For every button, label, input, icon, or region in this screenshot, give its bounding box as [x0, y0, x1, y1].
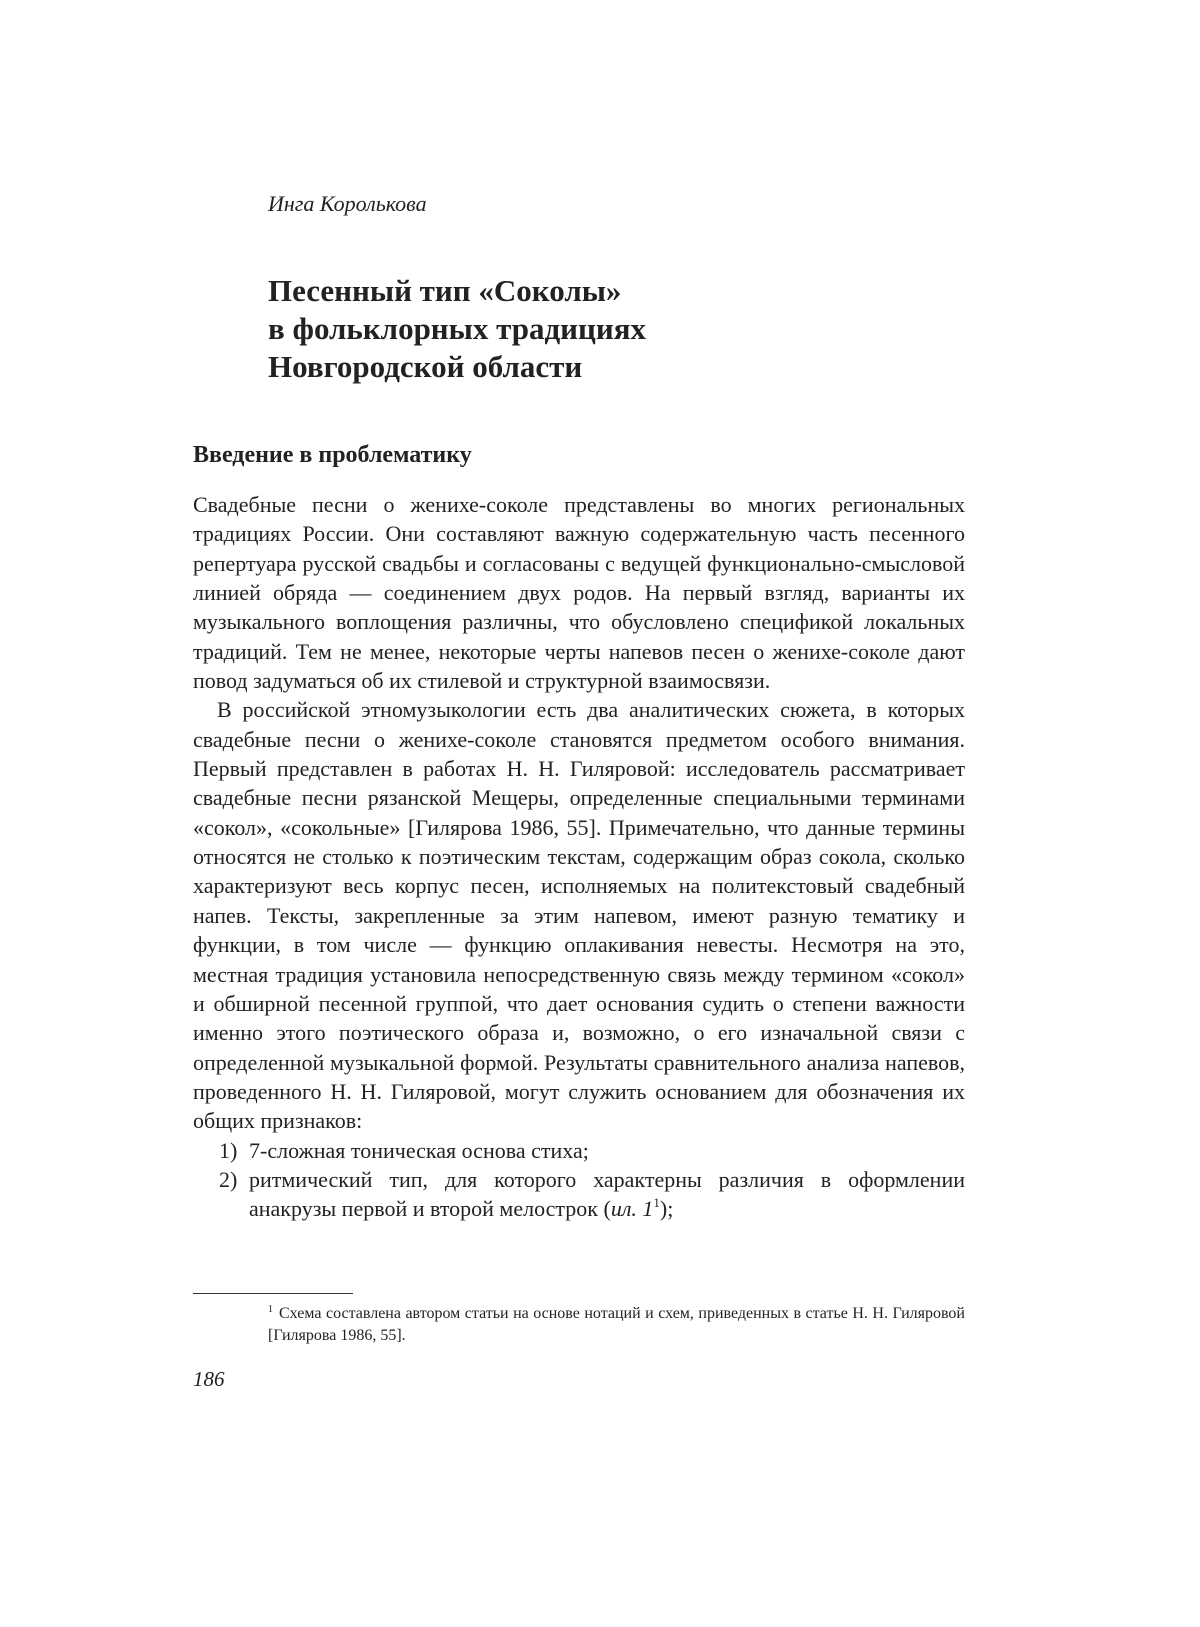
- title-line: Новгородской области: [268, 348, 968, 386]
- footnote: [268, 1303, 965, 1347]
- features-list: [193, 1136, 965, 1224]
- list-item-text: ритмический тип, для которого характерны различия в оформле­нии анакрузы первой и второй мелострок (: [249, 1167, 965, 1221]
- list-number: 1): [219, 1136, 237, 1165]
- list-item: [193, 1136, 965, 1165]
- body-text: [193, 490, 965, 1224]
- list-item-tail: );: [660, 1196, 673, 1221]
- footnote-marker: 1: [268, 1304, 273, 1315]
- article-title: [268, 272, 968, 386]
- author-name: Инга Королькова: [268, 190, 427, 218]
- footnote-ref[interactable]: 1: [653, 1195, 660, 1210]
- book-page: [0, 0, 1200, 1627]
- paragraph: В российской этномузыкологии есть два аналитических сюжета, в ко­торых свадебные песни о женихе-соколе становятся предметом особого внимания. Первый представлен в работах Н. Н. Гиляровой: исследова­тель рассматривает свадебные песни рязанской Мещеры, определенные специальными терминами «сокол», «сокольные» [Гилярова 1986, 55]. Примечательно, что данные термины относятся не столько к поэтиче­ским текстам, содержащим образ сокола, сколько характеризуют весь корпус песен, исполняемых на политекстовый свадебный напев. Текс­ты, закрепленные за этим напевом, имеют разную тематику и функции, в том числе — функцию оплакивания невесты. Несмотря на это, местная традиция установила непосредственную связь между термином «сокол» и обширной песенной группой, что дает основания судить о степени важности именно этого поэтического образа и, возможно, о его изна­чальной связи с определенной музыкальной формой. Результаты сравни­тельного анализа напевов, проведенного Н. Н. Гиляровой, могут служить основанием для обозначения их общих признаков:: [193, 695, 965, 1135]
- list-item: [193, 1165, 965, 1224]
- section-heading: Введение в проблематику: [193, 440, 472, 470]
- footnote-text: Схема составлена автором статьи на основе нотаций и схем, приведенных в статье Н. Н. Гиляровой [Гилярова 1986, 55].: [268, 1305, 965, 1344]
- title-line: Песенный тип «Соколы»: [268, 272, 968, 310]
- list-number: 2): [219, 1165, 237, 1194]
- paragraph: Свадебные песни о женихе-соколе представлены во многих региональ­ных традициях России. Они составляют важную содержательную часть песенного репертуара русской свадьбы и согласованы с ведущей функ­ционально-смысловой линией обряда — соединением двух родов. На первый взгляд, варианты их музыкального воплощения различны, что обусловлено спецификой локальных традиций. Тем не менее, некоторые черты напевов песен о женихе-соколе дают повод задуматься об их сти­левой и структурной взаимосвязи.: [193, 490, 965, 695]
- footnote-divider: [193, 1293, 353, 1294]
- page-number: 186: [193, 1366, 225, 1392]
- title-line: в фольклорных традициях: [268, 310, 968, 348]
- list-item-text: 7-сложная тоническая основа стиха;: [249, 1138, 589, 1163]
- illustration-ref: ил. 1: [611, 1196, 654, 1221]
